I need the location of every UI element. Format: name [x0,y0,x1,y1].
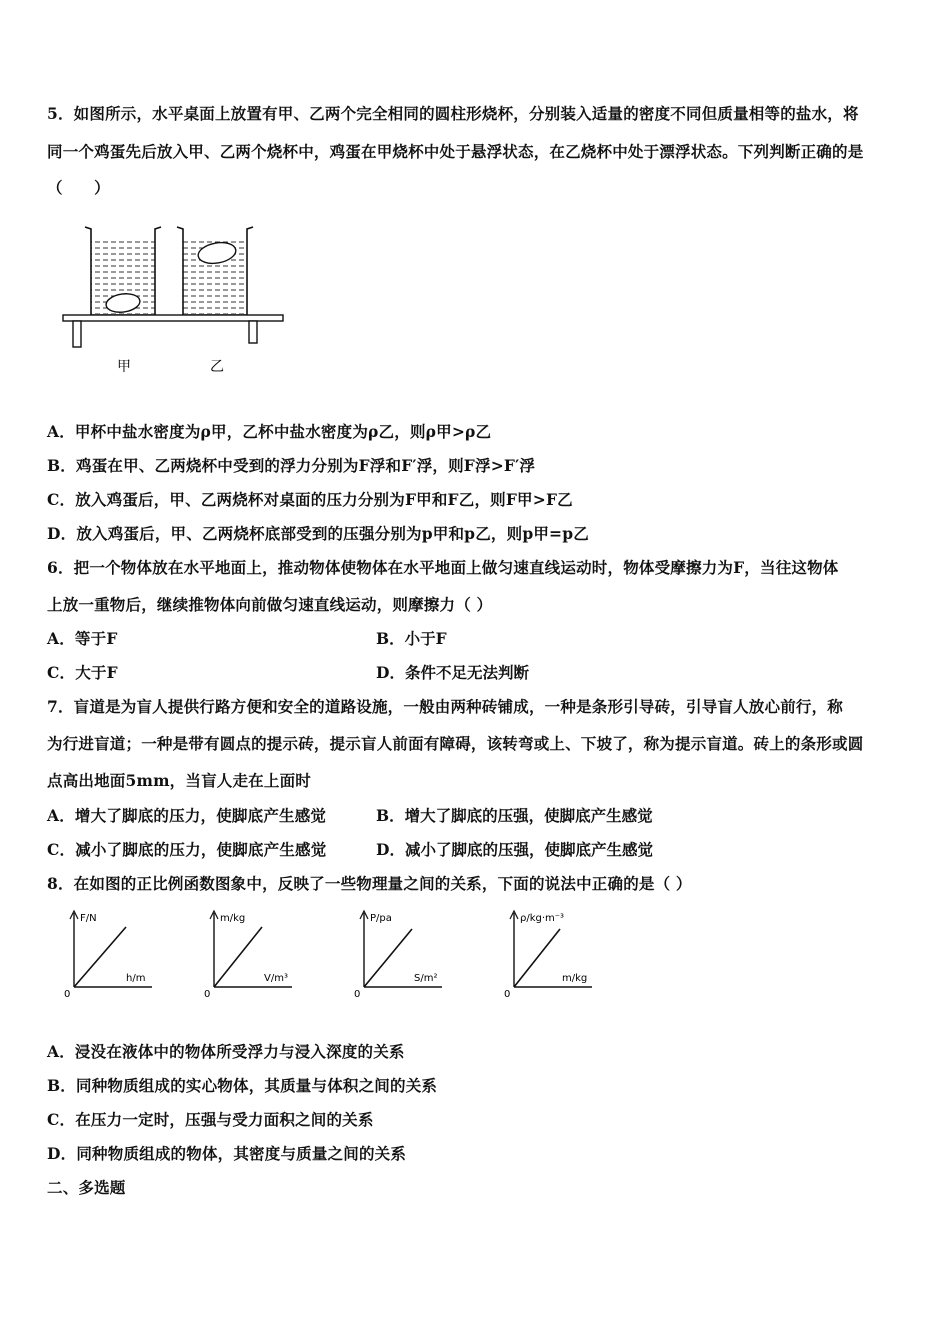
graph-4-y-label: ρ/kg·m⁻³ [520,913,565,924]
section-heading: 二、多选题 [47,1178,126,1197]
q6-option-a: A．等于F [47,629,118,648]
q8-graph-3 [350,905,460,1000]
q6-option-d: D．条件不足无法判断 [376,663,529,682]
graph-2-y-label: m/kg [220,913,246,924]
q5-option-b: B．鸡蛋在甲、乙两烧杯中受到的浮力分别为F浮和F′浮，则F浮>F′浮 [47,456,536,475]
q6-option-b: B．小于F [376,629,447,648]
q8-option-c: C．在压力一定时，压强与受力面积之间的关系 [47,1110,374,1129]
q8-graph-2 [200,905,310,1000]
q7-stem-line-1: 7．盲道是为盲人提供行路方便和安全的道路设施，一般由两种砖铺成，一种是条形引导砖，引导盲人放心前行，称 [47,697,843,716]
label-yi: 乙 [210,359,224,375]
q8-graph-1 [60,905,170,1000]
q7-option-c: C．减小了脚底的压力，使脚底产生感觉 [47,840,327,859]
q5-beaker-figure [55,215,295,380]
graph-3-y-label: P/pa [370,913,392,924]
q7-option-a: A．增大了脚底的压力，使脚底产生感觉 [47,806,327,825]
q5-option-a: A．甲杯中盐水密度为ρ甲，乙杯中盐水密度为ρ乙，则ρ甲>ρ乙 [47,422,492,441]
q8-stem: 8．在如图的正比例函数图象中，反映了一些物理量之间的关系，下面的说法中正确的是（ ） [47,874,692,893]
q8-graph-4 [500,905,620,1000]
graph-4-origin: 0 [504,989,511,1000]
q7-option-d: D．减小了脚底的压强，使脚底产生感觉 [376,840,653,859]
q6-option-c: C．大于F [47,663,118,682]
graph-4-x-label: m/kg [562,973,588,984]
q7-option-b: B．增大了脚底的压强，使脚底产生感觉 [376,806,653,825]
q5-stem-line-3: （ ） [47,178,110,197]
q5-stem-line-2: 同一个鸡蛋先后放入甲、乙两个烧杯中，鸡蛋在甲烧杯中处于悬浮状态，在乙烧杯中处于漂浮状态。下列判断正确的是 [47,142,864,161]
graph-3-origin: 0 [354,989,361,1000]
table [63,315,283,347]
graph-2-x-label: V/m³ [264,973,288,984]
beaker-yi [177,227,253,315]
q7-stem-line-2: 为行进盲道；一种是带有圆点的提示砖，提示盲人前面有障碍，该转弯或上、下坡了，称为提示盲道。砖上的条形或圆 [47,734,864,753]
graph-3-x-label: S/m² [414,973,438,984]
q8-option-a: A．浸没在液体中的物体所受浮力与浸入深度的关系 [47,1042,405,1061]
graph-1-y-label: F/N [80,913,97,924]
q5-option-d: D．放入鸡蛋后，甲、乙两烧杯底部受到的压强分别为p甲和p乙，则p甲=p乙 [47,524,589,543]
label-jia: 甲 [117,359,131,375]
q6-stem-line-1: 6．把一个物体放在水平地面上，推动物体使物体在水平地面上做匀速直线运动时，物体受摩擦力为F，当往这物体 [47,558,839,577]
q7-stem-line-3: 点高出地面5mm，当盲人走在上面时 [47,771,311,790]
beaker-jia [85,227,161,315]
q5-stem-line-1: 5．如图所示，水平桌面上放置有甲、乙两个完全相同的圆柱形烧杯，分别装入适量的密度不同但质量相等的盐水，将 [47,104,859,123]
q5-option-c: C．放入鸡蛋后，甲、乙两烧杯对桌面的压力分别为F甲和F乙，则F甲>F乙 [47,490,573,509]
graph-2-origin: 0 [204,989,211,1000]
q8-option-b: B．同种物质组成的实心物体，其质量与体积之间的关系 [47,1076,438,1095]
graph-1-x-label: h/m [126,973,146,984]
q6-stem-line-2: 上放一重物后，继续推物体向前做匀速直线运动，则摩擦力（ ） [47,595,493,614]
q8-option-d: D．同种物质组成的物体，其密度与质量之间的关系 [47,1144,407,1163]
graph-1-origin: 0 [64,989,71,1000]
